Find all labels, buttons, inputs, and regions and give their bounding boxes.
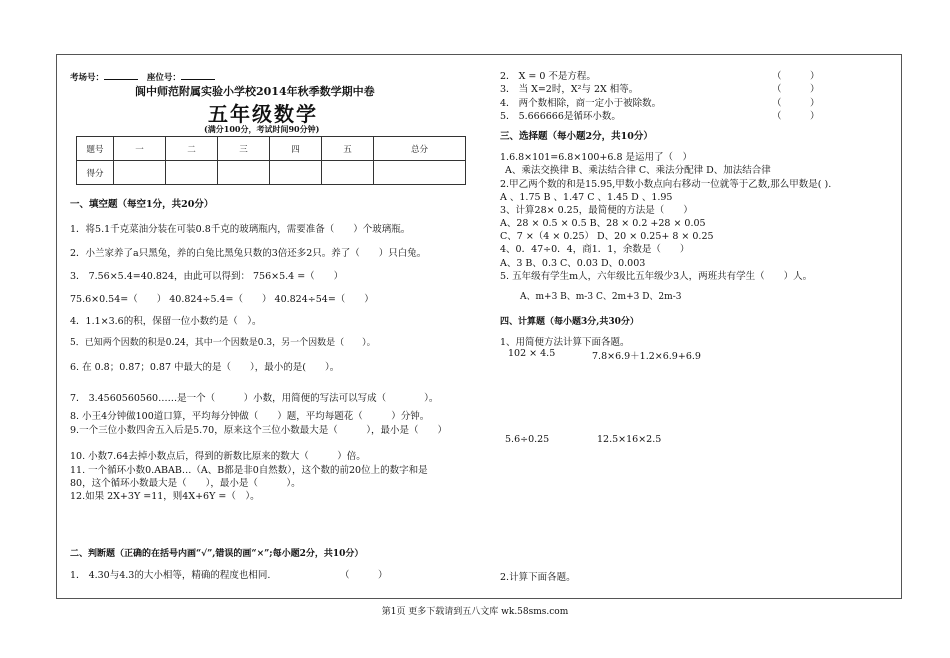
score-table bbox=[76, 136, 466, 185]
grade-title: 五年级数学 bbox=[208, 102, 318, 126]
exam-number-label: 考场号： bbox=[70, 73, 105, 83]
seat-number-blank[interactable] bbox=[181, 70, 215, 80]
score-cell[interactable] bbox=[374, 161, 466, 185]
s3-q3-options-ab: A、28 × 0.5 × 0.5 B、28 × 0.2 +28 × 0.05 bbox=[500, 218, 706, 229]
s4-sub2: 2.计算下面各题。 bbox=[500, 572, 576, 583]
s4-expr-3: 5.6÷0.25 bbox=[505, 434, 550, 445]
s1-q11a: 11. 一个循环小数0.ABAB…（A、B都是非0自然数），这个数的前20位上的数字和是 bbox=[70, 465, 428, 476]
score-cell[interactable] bbox=[270, 161, 322, 185]
score-cell[interactable] bbox=[166, 161, 218, 185]
section1-title: 一、填空题（每空1分，共20分） bbox=[70, 199, 214, 210]
left-column bbox=[70, 198, 470, 211]
s1-q5: 5．已知两个因数的积是0.24，其中一个因数是0.3，另一个因数是（ ）。 bbox=[70, 338, 376, 348]
s1-q6: 6. 在 0.8̇；0.8̇7̇；0.8̇7 中最大的是（ ），最小的是( ）。 bbox=[70, 362, 340, 373]
s2-q3-answer[interactable]: （ ） bbox=[772, 84, 820, 95]
score-table-header-row bbox=[77, 137, 466, 161]
s1-q7: 7． 3.4560560560……是一个（ ）小数，用简便的写法可以写成（ ）。 bbox=[70, 393, 439, 404]
s3-q4: 4、0．47÷0．4，商1．1，余数是（ ） bbox=[500, 244, 690, 255]
score-col-4: 四 bbox=[270, 137, 322, 161]
score-cell[interactable] bbox=[114, 161, 166, 185]
s2-q4: 4． 两个数相除，商一定小于被除数。 bbox=[500, 98, 662, 109]
page-footer: 第1页 更多下载请到五八文库 wk.58sms.com bbox=[381, 607, 569, 617]
s4-expr-1: 102 × 4.5 bbox=[508, 348, 556, 359]
s1-q3b: 75.6×0.54=（ ） 40.824÷5.4=（ ） 40.824÷54=（ ） bbox=[70, 294, 374, 305]
section3-title: 三、选择题（每小题2分，共10分） bbox=[500, 131, 653, 142]
score-cell[interactable] bbox=[218, 161, 270, 185]
s1-q4: 4．1.1×3.6的积，保留一位小数约是（ ）。 bbox=[70, 316, 262, 327]
s2-q5: 5． 5.666666是循环小数。 bbox=[500, 111, 621, 122]
s1-q10: 10. 小数7.64去掉小数点后，得到的新数比原来的数大（ ）倍。 bbox=[70, 451, 366, 462]
score-row-label: 得分 bbox=[77, 161, 114, 185]
school-title: 阆中师范附属实验小学校2014年秋季数学期中卷 bbox=[135, 85, 375, 98]
score-table-score-row bbox=[77, 161, 466, 185]
exam-number-blank[interactable] bbox=[104, 70, 138, 80]
s3-q5-options: A、m+3 B、m-3 C、2m+3 D、2m-3 bbox=[520, 292, 682, 302]
score-col-label: 题号 bbox=[77, 137, 114, 161]
s2-q3: 3． 当 X=2时，X²与 2X 相等。 bbox=[500, 84, 639, 95]
s1-q11b: 80，这个循环小数最大是（ ），最小是（ ）。 bbox=[70, 478, 301, 489]
s1-q2: 2．小兰家养了a只黑兔，养的白兔比黑兔只数的3倍还多2只。养了（ ）只白兔。 bbox=[70, 248, 427, 259]
s4-sub1: 1、用简便方法计算下面各题。 bbox=[500, 337, 630, 348]
section2-title: 二、判断题（正确的在括号内画“√”,错误的画“×”;每小题2分，共10分） bbox=[70, 549, 364, 559]
s2-q2-answer[interactable]: （ ） bbox=[772, 71, 820, 82]
s3-q1: 1.6.8×101=6.8×100+6.8 是运用了（ ） bbox=[500, 152, 693, 163]
score-cell[interactable] bbox=[322, 161, 374, 185]
s2-q2: 2． X = 0 不是方程。 bbox=[500, 71, 596, 82]
s3-q4-options: A、3 B、0.3 C、0.03 D、0.003 bbox=[500, 258, 646, 269]
seat-number-label: 座位号： bbox=[146, 73, 181, 83]
exam-note: (满分100分，考试时间90分钟) bbox=[204, 124, 320, 134]
s3-q1-options: A、乘法交换律 B、乘法结合律 C、乘法分配律 D、加法结合律 bbox=[505, 165, 771, 176]
score-col-3: 三 bbox=[218, 137, 270, 161]
s4-expr-2: 7.8×6.9＋1.2×6.9+6.9 bbox=[592, 351, 701, 362]
s1-q3a: 3． 7.56×5.4=40.824，由此可以得到： 756×5.4 =（ ） bbox=[70, 271, 344, 282]
section4-title: 四、计算题（每小题3分,共30分） bbox=[500, 317, 639, 327]
s1-q8: 8. 小王4分钟做100道口算，平均每分钟做（ ）题，平均每题花（ ）分钟。 bbox=[70, 411, 430, 422]
s3-q2-options: A 、1.75 B 、1.47 C 、1.45 D 、1.95 bbox=[500, 192, 673, 203]
s3-q3-options-cd: C、7 ×（4 × 0.25） D、20 × 0.25+ 8 × 0.25 bbox=[500, 231, 714, 242]
s3-q2: 2.甲乙两个数的和是15.95,甲数小数点向右移动一位就等于乙数,那么甲数是( ). bbox=[500, 179, 832, 190]
s1-q1: 1．将5.1千克菜油分装在可装0.8千克的玻璃瓶内，需要准备（ ）个玻璃瓶。 bbox=[70, 224, 411, 235]
s3-q5: 5. 五年级有学生m人，六年级比五年级少3人，两班共有学生（ ）人。 bbox=[500, 271, 813, 282]
s2-q5-answer[interactable]: （ ） bbox=[772, 111, 820, 122]
s3-q3: 3、计算28× 0.25，最简便的方法是（ ） bbox=[500, 205, 693, 216]
s2-q4-answer[interactable]: （ ） bbox=[772, 98, 820, 109]
s2-q1: 1． 4.30与4.3的大小相等，精确的程度也相同. bbox=[70, 570, 271, 581]
score-col-total: 总分 bbox=[374, 137, 466, 161]
s2-q1-answer[interactable]: （ ） bbox=[340, 570, 388, 581]
score-col-1: 一 bbox=[114, 137, 166, 161]
score-col-5: 五 bbox=[322, 137, 374, 161]
s4-expr-4: 12.5×16×2.5 bbox=[597, 434, 662, 445]
s1-q9: 9.一个三位小数四舍五入后是5.70，原来这个三位小数最大是（ ），最小是（ ） bbox=[70, 425, 447, 436]
s1-q12: 12.如果 2X+3Y =11，则4X+6Y =（ ）。 bbox=[70, 491, 260, 502]
score-col-2: 二 bbox=[166, 137, 218, 161]
exam-seat-line bbox=[70, 70, 215, 83]
